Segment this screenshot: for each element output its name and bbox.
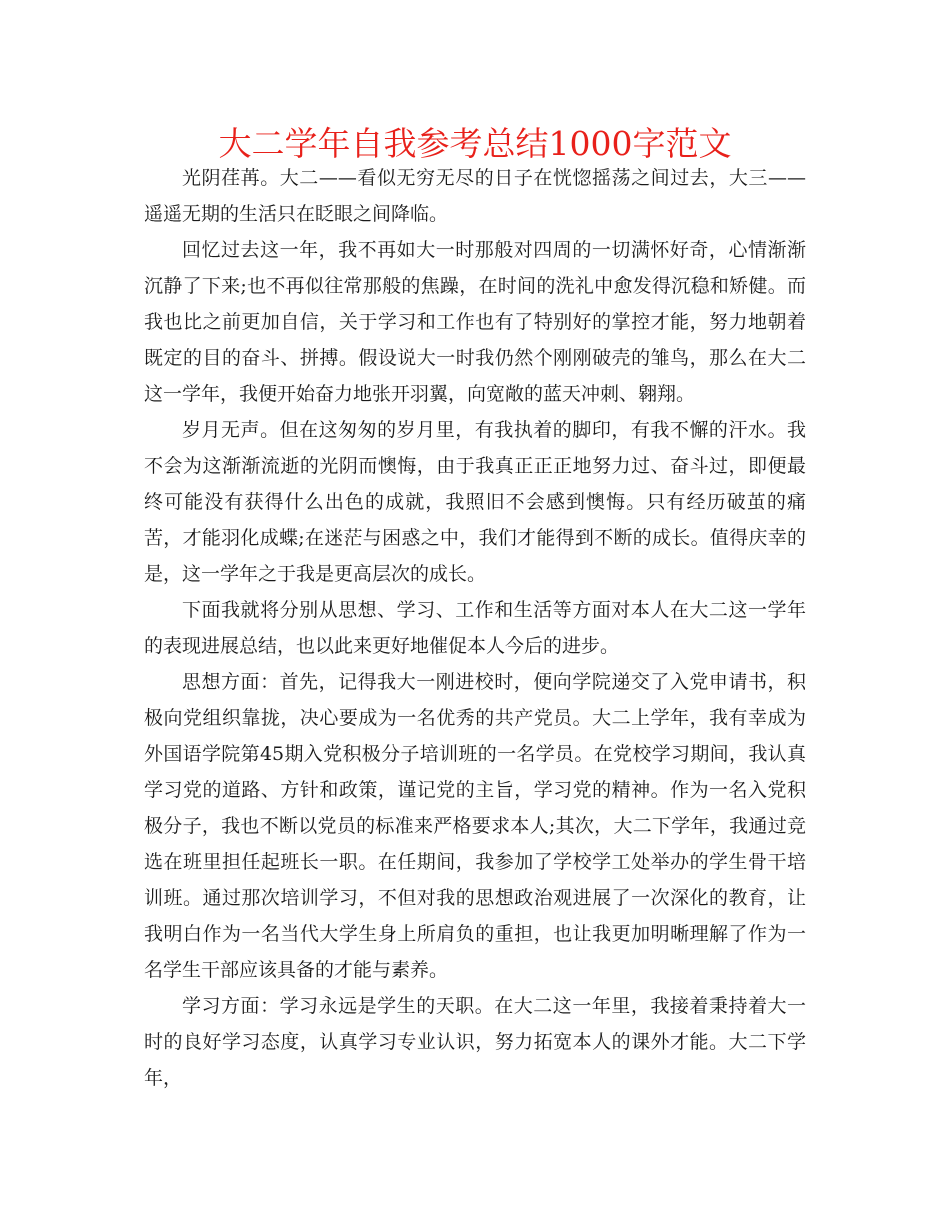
paragraph-thought: 思想方面：首先，记得我大一刚进校时，便向学院递交了入党申请书，积极向党组织靠拢，决心要成为一名优秀的共产党员。大二上学年，我有幸成为外国语学院第45期入党积极分子培训班的一名学员。在党校学习期间，我认真学习党的道路、方针和政策，谨记党的主旨，学习党的精神。作为一名入党积极分子，我也不断以党员的标准来严格要求本人;其次，大二下学年，我通过竞选在班里担任起班长一职。在任期间，我参加了学校学工处举办的学生骨干培训班。通过那次培训学习，不但对我的思想政治观进展了一次深化的教育，让我明白作为一名当代大学生身上所肩负的重担，也让我更加明晰理解了作为一名学生干部应该具备的才能与素养。 bbox=[144, 671, 806, 981]
document-body bbox=[144, 160, 806, 1096]
paragraph-outline: 下面我就将分别从思想、学习、工作和生活等方面对本人在大二这一学年的表现进展总结，也以此来更好地催促本人今后的进步。 bbox=[144, 599, 806, 657]
paragraph-review: 回忆过去这一年，我不再如大一时那般对四周的一切满怀好奇，心情渐渐沉静了下来;也不再似往常那般的焦躁，在时间的洗礼中愈发得沉稳和矫健。而我也比之前更加自信，关于学习和工作也有了特别好的掌控才能，努力地朝着既定的目的奋斗、拼搏。假设说大一时我仍然个刚刚破壳的雏鸟，那么在大二这一学年，我便开始奋力地张开羽翼，向宽敞的蓝天冲刺、翱翔。 bbox=[144, 239, 806, 405]
paragraph-study: 学习方面：学习永远是学生的天职。在大二这一年里，我接着秉持着大一时的良好学习态度，认真学习专业认识，努力拓宽本人的课外才能。大二下学年， bbox=[144, 995, 806, 1089]
document-title: 大二学年自我参考总结1000字范文 bbox=[218, 124, 732, 163]
paragraph-years: 岁月无声。但在这匆匆的岁月里，有我执着的脚印，有我不懈的汗水。我不会为这渐渐流逝的光阴而懊悔，由于我真正正正地努力过、奋斗过，即便最终可能没有获得什么出色的成就，我照旧不会感到懊悔。只有经历破茧的痛苦，才能羽化成蝶;在迷茫与困惑之中，我们才能得到不断的成长。值得庆幸的是，这一学年之于我是更高层次的成长。 bbox=[144, 419, 806, 585]
paragraph-intro: 光阴荏苒。大二——看似无穷无尽的日子在恍惚摇荡之间过去，大三——遥遥无期的生活只在眨眼之间降临。 bbox=[144, 167, 806, 225]
